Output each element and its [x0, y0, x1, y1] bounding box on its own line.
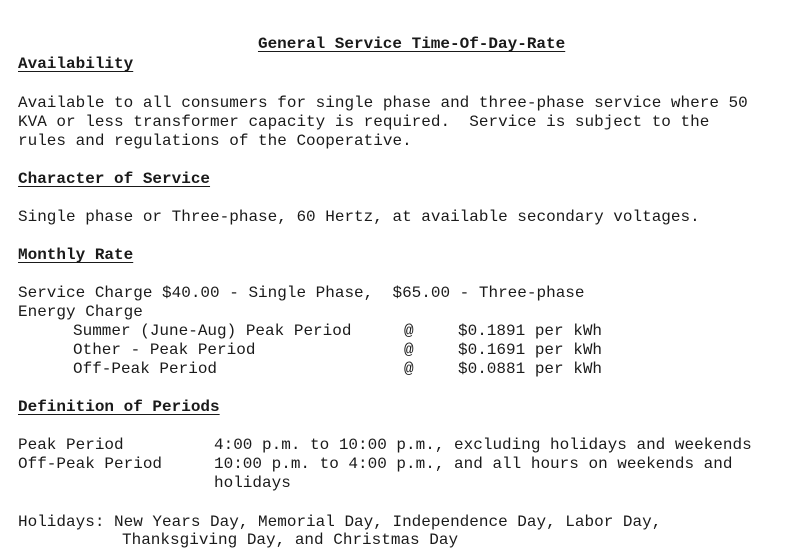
rate-label: Summer (June-Aug) Peak Period	[73, 322, 352, 340]
availability-line-1: Available to all consumers for single phase and three-phase service where 50	[18, 94, 748, 112]
rate-at-symbol: @	[404, 341, 414, 359]
character-text: Single phase or Three-phase, 60 Hertz, at available secondary voltages.	[18, 208, 700, 226]
period-definition: 10:00 p.m. to 4:00 p.m., and all hours on weekends and	[214, 455, 733, 473]
service-charge-text: Service Charge $40.00 - Single Phase, $65.00 - Three-phase	[18, 284, 585, 302]
availability-line-3: rules and regulations of the Cooperative.	[18, 132, 412, 150]
periods-heading: Definition of Periods	[18, 398, 220, 416]
page-title	[0, 16, 804, 54]
monthly-rate-heading: Monthly Rate	[18, 246, 134, 264]
availability-line-2: KVA or less transformer capacity is required. Service is subject to the	[18, 113, 710, 131]
availability-heading: Availability	[18, 55, 134, 73]
title-text: General Service Time-Of-Day-Rate	[257, 35, 566, 53]
period-definition-continued: holidays	[214, 474, 291, 492]
character-heading: Character of Service	[18, 170, 211, 188]
period-label: Off-Peak Period	[18, 455, 163, 473]
rate-price: $0.1691 per kWh	[458, 341, 603, 359]
rate-at-symbol: @	[404, 322, 414, 340]
rate-price: $0.0881 per kWh	[458, 360, 603, 378]
rate-at-symbol: @	[404, 360, 414, 378]
rate-price: $0.1891 per kWh	[458, 322, 603, 340]
rate-label: Other - Peak Period	[73, 341, 256, 359]
holidays-line-1: Holidays: New Years Day, Memorial Day, Independence Day, Labor Day,	[18, 513, 662, 531]
energy-charge-label: Energy Charge	[18, 303, 143, 321]
holidays-line-2: Thanksgiving Day, and Christmas Day	[122, 531, 459, 549]
period-label: Peak Period	[18, 436, 124, 454]
period-definition: 4:00 p.m. to 10:00 p.m., excluding holidays and weekends	[214, 436, 752, 454]
rate-label: Off-Peak Period	[73, 360, 218, 378]
